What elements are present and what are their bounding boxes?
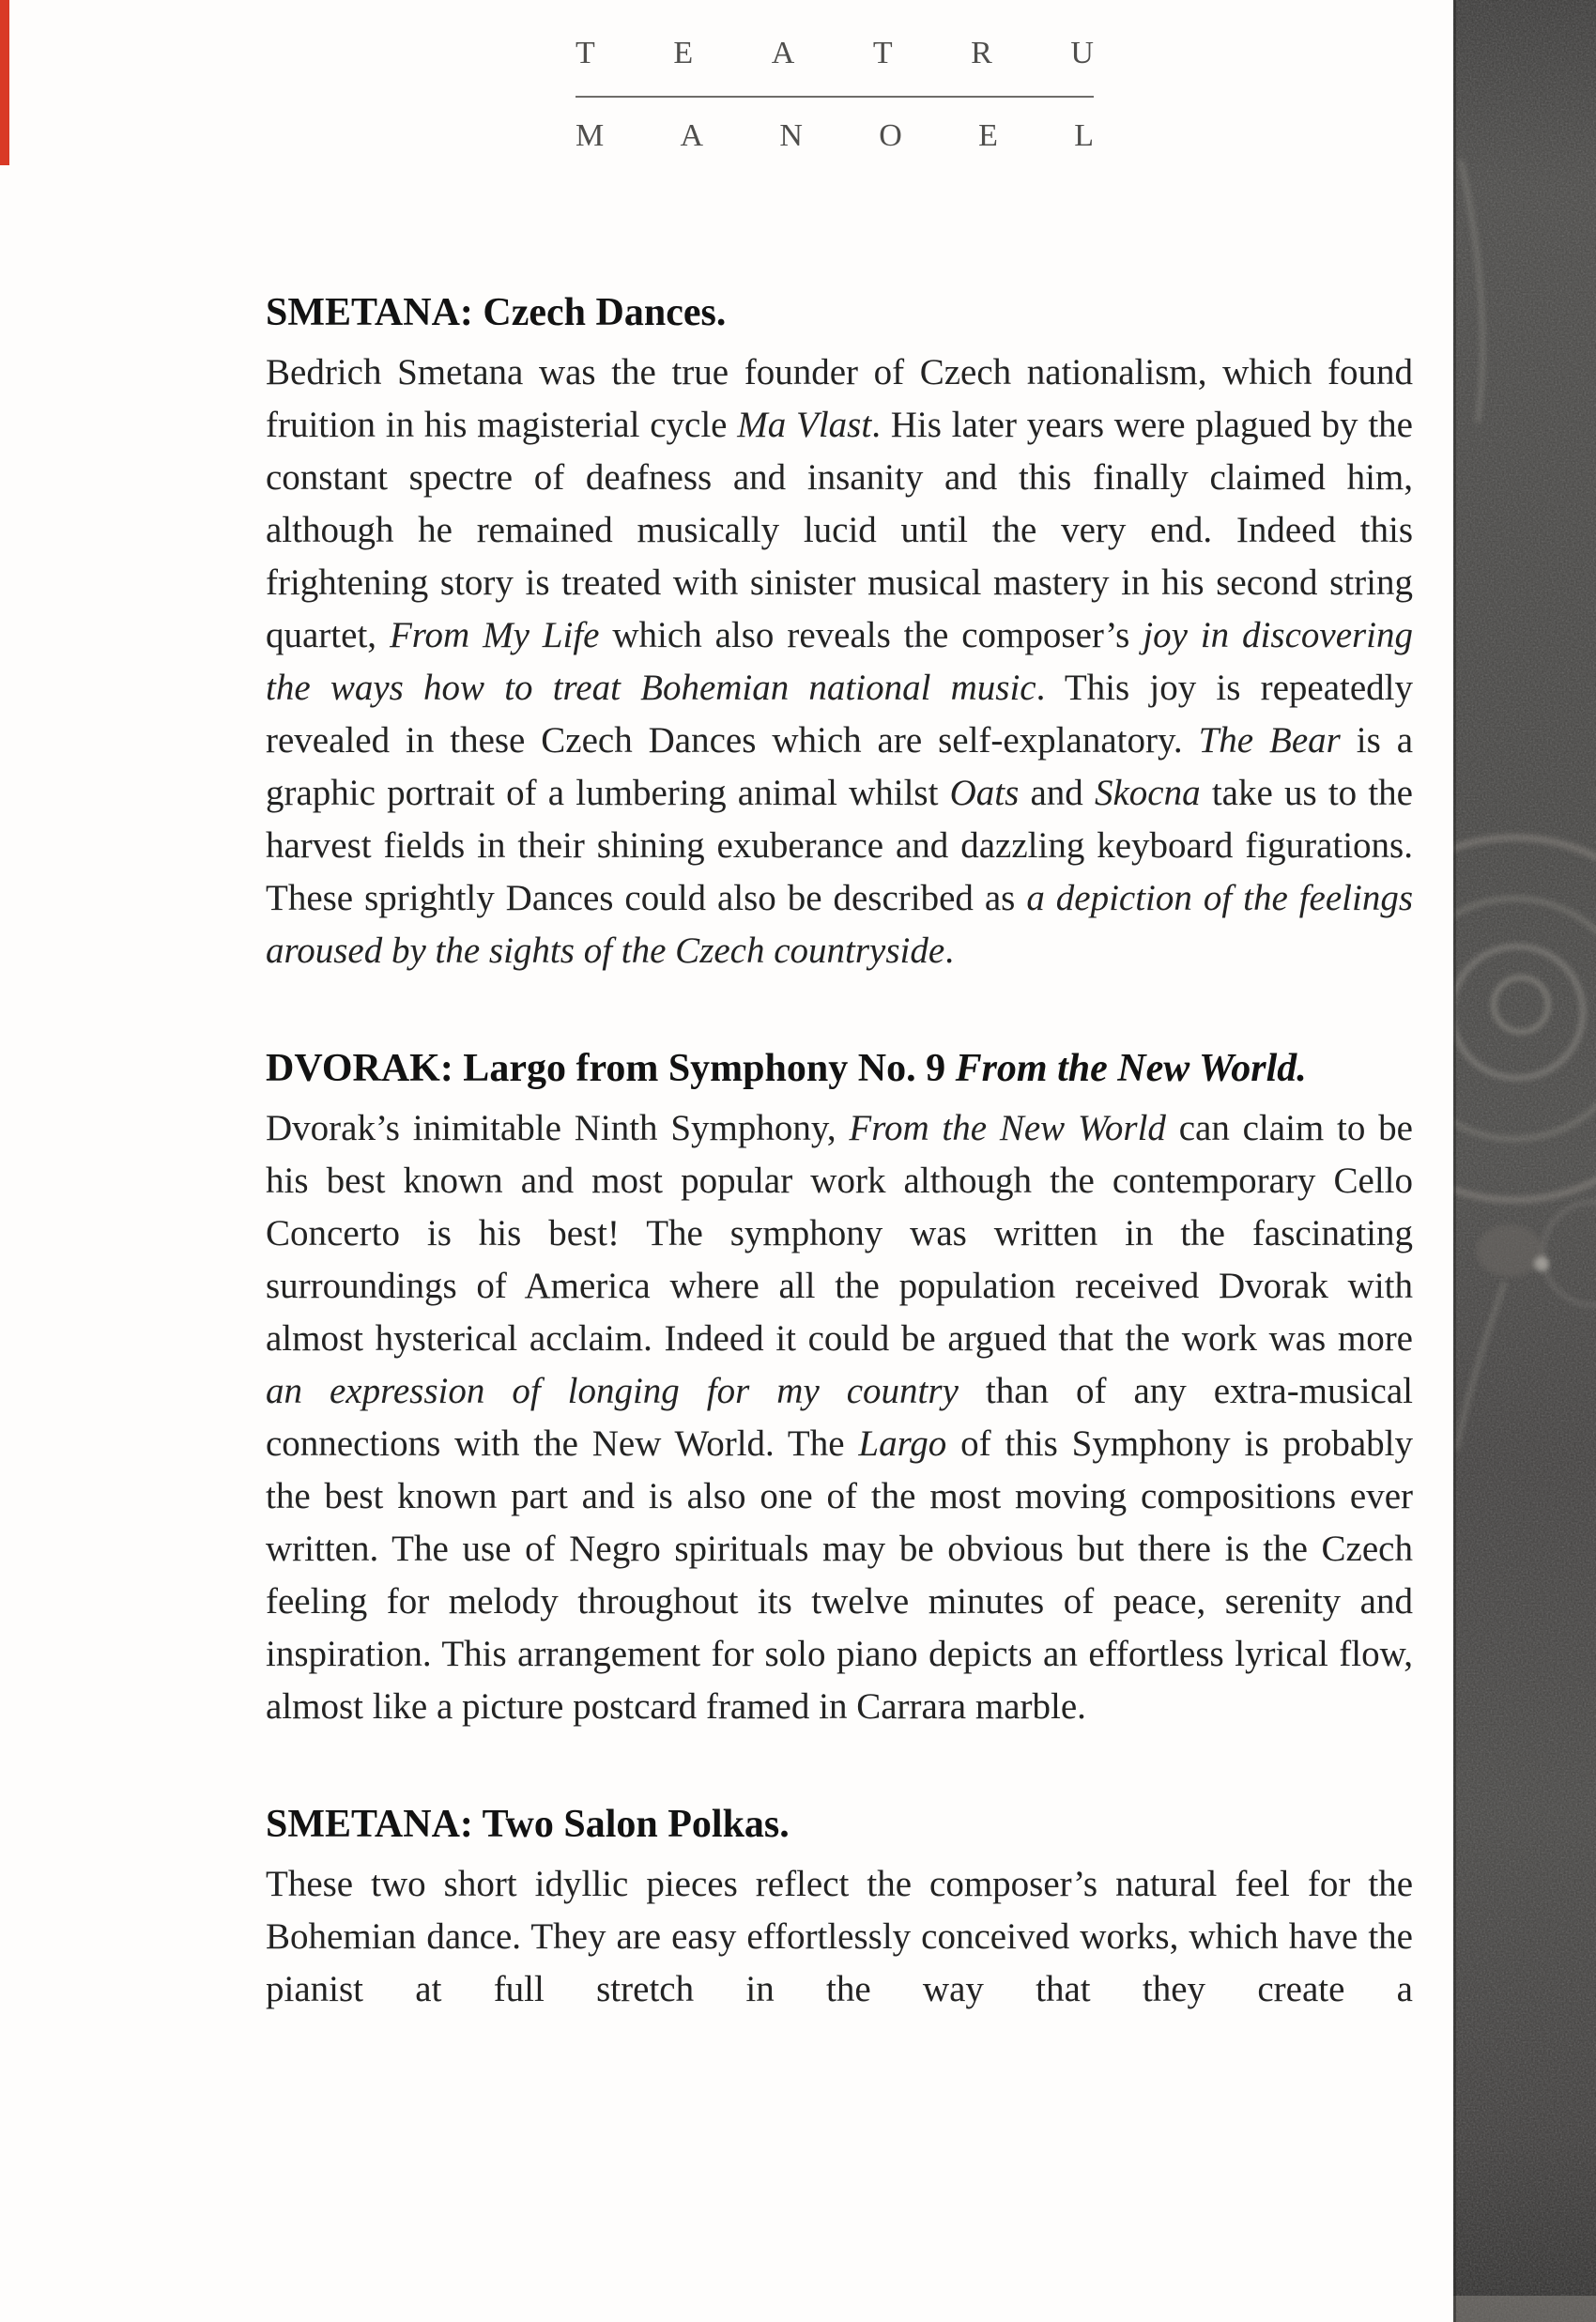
section-heading-smetana-two-salon-polkas: SMETANA: Two Salon Polkas. <box>266 1803 790 1847</box>
section-body-smetana-two-salon-polkas: These two short idyllic pieces reflect the composer’s natural feel for the Bohemian dance. They are easy effortlessly conceived works, which have the pianist at full stretch in the way that they create a <box>266 1864 1413 2010</box>
masthead-letter: T <box>575 36 595 70</box>
masthead-letter: A <box>771 36 795 70</box>
masthead-rule <box>575 96 1094 98</box>
carved-scroll-photo-band <box>1453 0 1596 2322</box>
section-heading-smetana-czech-dances: SMETANA: Czech Dances. <box>266 291 727 334</box>
masthead-letter: E <box>673 36 694 70</box>
programme-notes-column <box>266 291 1413 2016</box>
masthead-line-teatru <box>575 38 1094 69</box>
masthead-letter: R <box>971 36 992 70</box>
masthead-letter: U <box>1070 36 1094 70</box>
section-body-smetana-czech-dances: Bedrich Smetana was the true founder of Czech nationalism, which found fruition in his magisterial cycle Ma Vlast. His later years were plagued by the constant spectre of deafness and insanity and this finally claimed him, although he remained musically lucid until the very end. Indeed this frightening story is treated with sinister musical mastery in his second string quartet, From My Life which also reveals the composer’s joy in discovering the ways how to treat Bohemian national music. This joy is repeatedly revealed in these Czech Dances which are self-explanatory. The Bear is a graphic portrait of a lumbering animal whilst Oats and Skocna take us to the harvest fields in their shining exuberance and dazzling keyboard figurations. These sprightly Dances could also be described as a depiction of the feelings aroused by the sights of the Czech countryside. <box>266 352 1414 972</box>
masthead-letter: A <box>680 118 704 153</box>
masthead-line-manoel <box>575 120 1094 152</box>
masthead-letter: M <box>575 118 605 153</box>
section-heading-dvorak-largo: DVORAK: Largo from Symphony No. 9 From the New World. <box>266 1047 1307 1091</box>
section-body-dvorak-largo: Dvorak’s inimitable Ninth Symphony, From the New World can claim to be his best known and most popular work although the contemporary Cello Concerto is his best! The symphony was written in the fascinating surroundings of America where all the population received Dvorak with almost hysterical acclaim. Indeed it could be argued that the work was more an expression of longing for my country than of any extra-musical connections with the New World. The Largo of this Symphony is probably the best known part and is also one of the most moving compositions ever written. The use of Negro spirituals may be obvious but there is the Czech feeling for melody throughout its twelve minutes of peace, serenity and inspiration. This arrangement for solo piano depicts an effortless lyrical flow, almost like a picture postcard framed in Carrara marble. <box>266 1108 1413 1728</box>
red-binding-strip <box>0 0 9 165</box>
masthead-letter: L <box>1074 118 1094 153</box>
masthead-letter: E <box>978 118 998 153</box>
carved-scroll-art <box>1453 0 1596 2322</box>
masthead <box>575 38 1094 152</box>
masthead-letter: O <box>879 118 902 153</box>
masthead-letter: T <box>872 36 893 70</box>
masthead-letter: N <box>779 118 803 153</box>
